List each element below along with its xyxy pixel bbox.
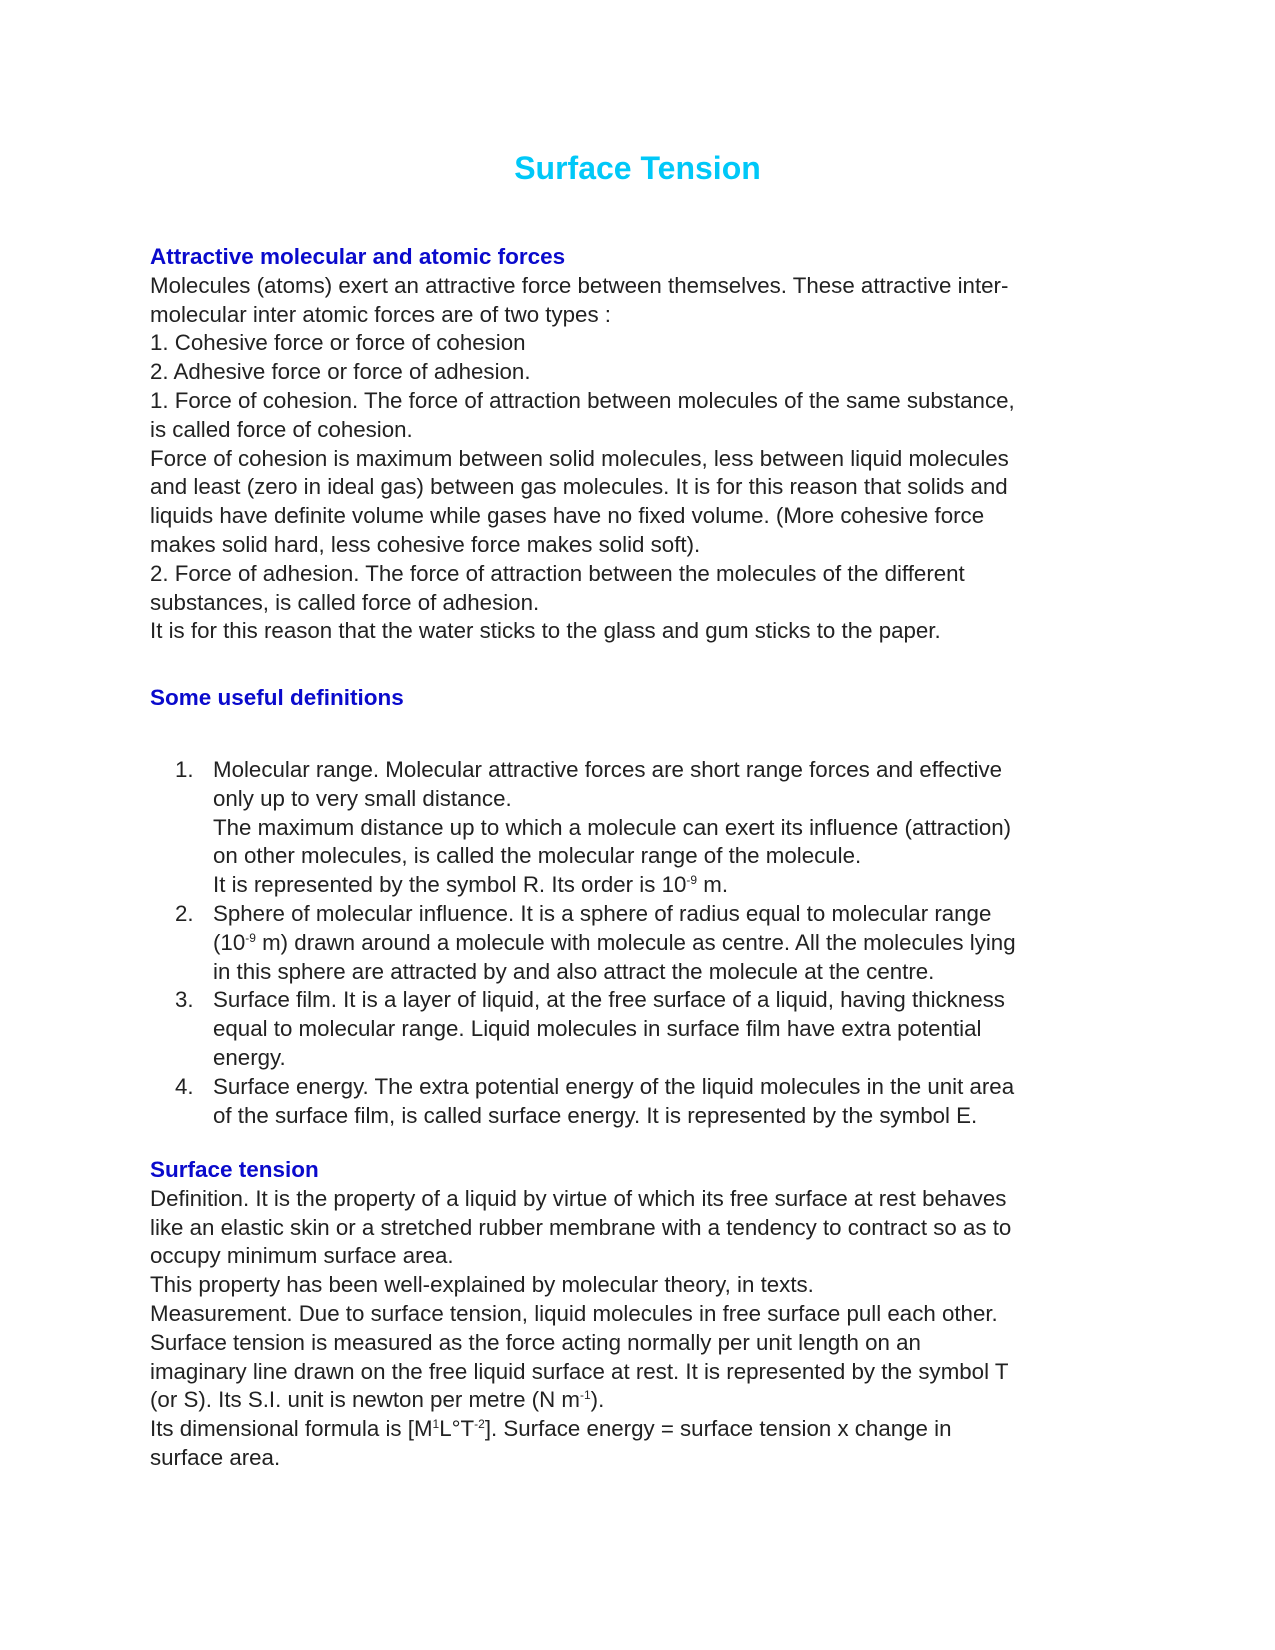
paragraph-line: This property has been well-explained by molecular theory, in texts. — [150, 1272, 814, 1298]
definition-item-molecular-range — [150, 756, 1130, 900]
page-title: Surface Tension — [514, 150, 761, 186]
paragraph-line — [213, 871, 1130, 900]
paragraph-line: makes solid hard, less cohesive force makes solid soft). — [150, 531, 701, 557]
paragraph-line: Surface film. It is a layer of liquid, at the free surface of a liquid, having thickness — [213, 987, 1005, 1013]
text-span: ). — [590, 1387, 605, 1413]
section-heading: Surface tension — [150, 1157, 319, 1182]
superscript: -9 — [686, 873, 698, 888]
paragraph-line: substances, is called force of adhesion. — [150, 589, 540, 615]
superscript: -1 — [579, 1388, 591, 1403]
paragraph-line: liquids have definite volume while gases have no fixed volume. (More cohesive force — [150, 503, 985, 529]
section-heading: Some useful definitions — [150, 685, 404, 710]
list-number: 1. — [175, 757, 194, 782]
section-attractive-forces — [150, 243, 1130, 646]
text-span: L°T — [439, 1416, 475, 1442]
paragraph-line: occupy minimum surface area. — [150, 1243, 454, 1269]
text-span: m) drawn around a molecule with molecule as centre. All the molecules lying — [255, 929, 1016, 955]
paragraph-line: It is for this reason that the water sticks to the glass and gum sticks to the paper. — [150, 618, 941, 644]
paragraph-line: Force of cohesion is maximum between solid molecules, less between liquid molecules — [150, 445, 1009, 471]
paragraph-line: Surface tension is measured as the force acting normally per unit length on an — [150, 1329, 921, 1355]
paragraph-line: molecular inter atomic forces are of two types : — [150, 301, 611, 327]
paragraph-line: Surface energy. The extra potential energy of the liquid molecules in the unit area — [213, 1073, 1015, 1099]
list-number: 4. — [175, 1073, 194, 1099]
paragraph-line: equal to molecular range. Liquid molecules in surface film have extra potential — [213, 1016, 982, 1042]
text-span: Its dimensional formula is [M — [150, 1416, 433, 1442]
paragraph-line: on other molecules, is called the molecular range of the molecule. — [213, 843, 862, 869]
paragraph-line: The maximum distance up to which a molecule can exert its influence (attraction) — [213, 814, 1012, 840]
paragraph-line: of the surface film, is called surface energy. It is represented by the symbol E. — [213, 1102, 978, 1128]
paragraph-line: imaginary line drawn on the free liquid surface at rest. It is represented by the symbol T — [150, 1358, 1009, 1384]
section-useful-definitions — [150, 684, 1130, 713]
paragraph-line: Molecules (atoms) exert an attractive force between themselves. These attractive inter- — [150, 272, 1009, 298]
paragraph-line: like an elastic skin or a stretched rubber membrane with a tendency to contract so as to — [150, 1214, 1012, 1240]
paragraph-line: is called force of cohesion. — [150, 416, 413, 442]
definition-item-sphere-of-influence — [150, 900, 1130, 986]
list-number: 2. — [175, 900, 194, 926]
list-number: 3. — [175, 987, 194, 1013]
definition-item-surface-film — [150, 986, 1130, 1072]
paragraph-line: only up to very small distance. — [213, 785, 512, 811]
paragraph-line: energy. — [213, 1044, 286, 1070]
text-span: (or S). Its S.I. unit is newton per metre (N m — [150, 1387, 580, 1413]
paragraph-line: 2. Force of adhesion. The force of attraction between the molecules of the different — [150, 560, 965, 586]
paragraph-line: 1. Cohesive force or force of cohesion — [150, 330, 526, 356]
section-heading: Attractive molecular and atomic forces — [150, 244, 566, 269]
text-span: m. — [697, 872, 729, 898]
definition-item-surface-energy — [150, 1073, 1130, 1131]
superscript: 1 — [432, 1417, 440, 1432]
paragraph-line — [213, 929, 1130, 958]
definitions-list — [150, 756, 1130, 1130]
dimensional-formula-line — [150, 1415, 1130, 1444]
paragraph-line: and least (zero in ideal gas) between gas molecules. It is for this reason that solids and — [150, 474, 1008, 500]
si-unit-line — [150, 1386, 1130, 1415]
text-span: (10 — [213, 929, 246, 955]
paragraph-line: surface area. — [150, 1444, 281, 1470]
paragraph-line: 2. Adhesive force or force of adhesion. — [150, 359, 531, 385]
text-span: It is represented by the symbol R. Its order is 10 — [213, 872, 687, 898]
paragraph-line: Measurement. Due to surface tension, liquid molecules in free surface pull each other. — [150, 1300, 998, 1326]
paragraph-line: Molecular range. Molecular attractive forces are short range forces and effective — [213, 757, 1003, 782]
paragraph-line: Definition. It is the property of a liquid by virtue of which its free surface at rest behaves — [150, 1185, 1007, 1211]
paragraph-line: in this sphere are attracted by and also attract the molecule at the centre. — [213, 958, 935, 984]
superscript: -2 — [474, 1417, 485, 1432]
text-span: ]. Surface energy = surface tension x change in — [484, 1416, 952, 1442]
section-surface-tension — [150, 1156, 1130, 1473]
paragraph-line: 1. Force of cohesion. The force of attraction between molecules of the same substance, — [150, 387, 1015, 413]
superscript: -9 — [245, 930, 256, 945]
paragraph-line: Sphere of molecular influence. It is a sphere of radius equal to molecular range — [213, 900, 992, 926]
